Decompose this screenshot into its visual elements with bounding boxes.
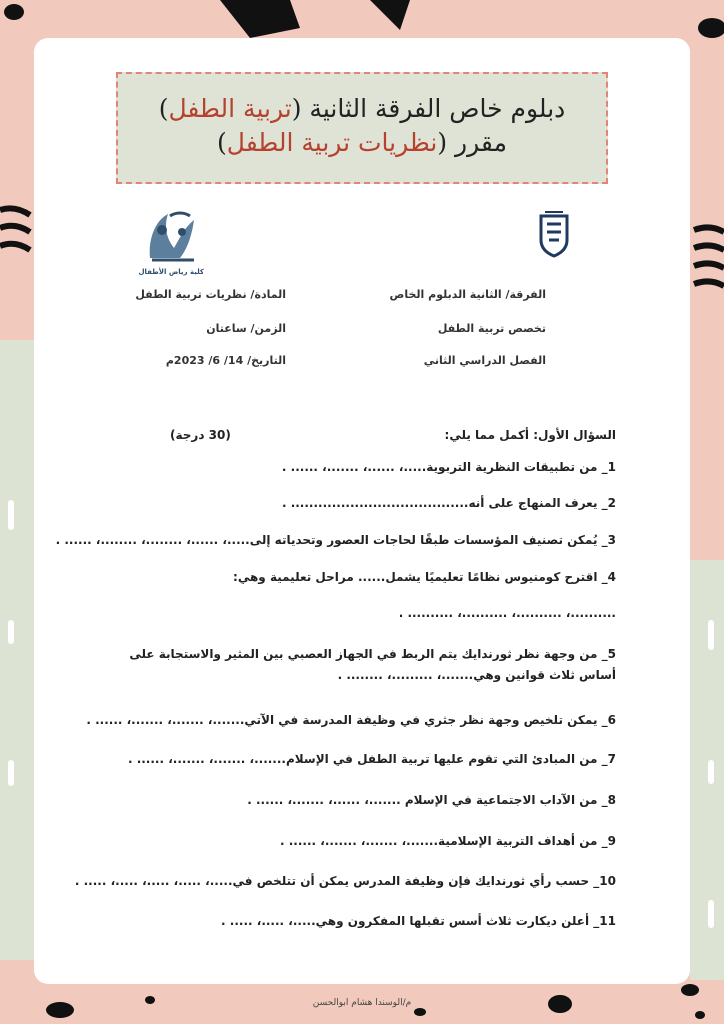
question-2: 2_ يعرف المنهاج على أنه....................................... . — [281, 496, 616, 510]
university-crest-icon — [537, 210, 571, 258]
faculty-logo-caption: كلية رياض الأطفال — [138, 268, 204, 276]
title-line-1: دبلوم خاص الفرقة الثانية (تربية الطفل) — [158, 94, 566, 123]
black-brush-top — [220, 0, 300, 38]
question-5: 5_ من وجهة نظر ثورندايك يتم الربط في الجهاز العصبي بين المثير والاستجابة على أساس ثلاث قوانين وهي.......، .........، ........ . — [129, 647, 616, 682]
question-marks: (30 درجة) — [170, 428, 231, 442]
black-brush-top2 — [370, 0, 410, 30]
question-1: 1_ من تطبيقات النظرية التربوية.....، ......، .......، ...... . — [281, 460, 616, 474]
info-subject: المادة/ نظريات تربية الطفل — [135, 288, 286, 301]
black-spot-topleft — [4, 4, 24, 20]
info-semester: الفصل الدراسي الثاني — [423, 354, 546, 367]
info-date: التاريخ/ 14/ 6/ 2023م — [165, 354, 286, 367]
black-spot-topright — [698, 18, 724, 38]
info-specialization: تخصص تربية الطفل — [437, 322, 546, 335]
question-title: السؤال الأول: أكمل مما يلي: — [444, 428, 616, 442]
title-line-2: مقرر (نظريات تربية الطفل) — [217, 128, 507, 157]
question-4: 4_ اقترح كومنيوس نظامًا تعليميًا يشمل...... مراحل تعليمية وهي: — [233, 570, 616, 584]
footer-credit: م/الوسندا هشام ابوالحسن — [312, 998, 412, 1008]
sage-panel-left — [0, 340, 34, 960]
question-11: 11_ أعلن ديكارت ثلاث أسس تقبلها المفكرون وهي.....، .....، ..... . — [221, 914, 616, 928]
faculty-logo — [140, 208, 204, 276]
sage-panel-right — [690, 560, 724, 980]
title-box — [116, 72, 608, 184]
question-10: 10_ حسب رأي ثورندايك فإن وظيفة المدرس يمكن أن تتلخص في.....، .....، .....، .....، ..... . — [74, 874, 616, 888]
question-8: 8_ من الآداب الاجتماعية في الإسلام .......، ......، .......، ...... . — [247, 793, 616, 807]
title-program: تربية الطفل — [168, 94, 292, 123]
question-4-blanks: ..........، ..........، ..........، .......... . — [398, 606, 616, 620]
stripes-right — [694, 227, 724, 286]
info-level: الفرقة/ الثانية الدبلوم الخاص — [389, 288, 546, 301]
faculty-logo-icon — [140, 208, 204, 264]
question-7: 7_ من المبادئ التي تقوم عليها تربية الطفل في الإسلام.......، .......، .......، ...... . — [127, 752, 616, 766]
info-time: الزمن/ ساعتان — [206, 322, 286, 335]
question-6: 6_ يمكن تلخيص وجهة نظر جثري في وظيفة المدرسة في الآتي.......، .......، .......، ...... . — [86, 713, 616, 727]
question-3: 3_ يُمكن تصنيف المؤسسات طبقًا لحاجات العصور وتحدياته إلى.....، ......، ........، ........، ...... . — [55, 533, 616, 547]
question-9: 9_ من أهداف التربية الإسلامية.......، .......، .......، ...... . — [280, 834, 616, 848]
stripes-left — [0, 208, 30, 250]
title-course: نظريات تربية الطفل — [226, 128, 438, 157]
